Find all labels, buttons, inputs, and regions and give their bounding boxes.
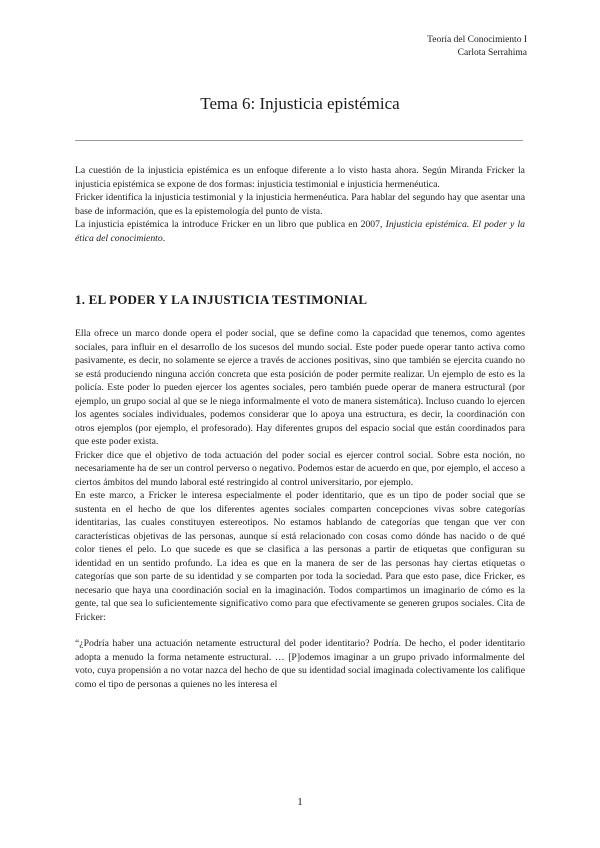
page-header bbox=[427, 34, 527, 60]
intro-text: La injusticia epistémica la introduce Fricker en un libro que publica en 2007, bbox=[75, 219, 383, 230]
intro-paragraph bbox=[75, 218, 525, 245]
body-paragraph: En este marco, a Fricker le interesa especialmente el poder identitario, que es un tipo de poder social que se sustenta en el hecho de que los diferentes agentes sociales comparten concepciones vivas sobre categorías identitarias, las cuales constituyen estereotipos. No estamos hablando de categorías que tengan que ver con características objetivas de las personas, aunque sí está relacionado con cosas como dónde has nacido o de qué color tienes el pelo. Lo que sucede es que se clasifica a las personas a partir de etiquetas que configuran su identidad en un sentido profundo. La idea es que en la manera de ser de las personas hay ciertas etiquetas o categorías que son parte de su identidad y se comparten por toda la sociedad. Para que esto pase, dice Fricker, es necesario que haya una coordinación social en la imaginación. Todos compartimos un imaginario de cómo es la gente, tal que sea lo suficientemente significativo como para que efectivamente se generen grupos sociales. Cita de Fricker: bbox=[75, 490, 525, 623]
author-name: Carlota Serrahima bbox=[457, 48, 527, 58]
body-paragraph: Ella ofrece un marco donde opera el poder social, que se define como la capacidad que tenemos, como agentes sociales, para influir en el desarrollo de los sucesos del mundo social. Este poder puede operar tanto activa como pasivamente, es decir, no solamente se ejerce a través de acciones positivas, sino que también se ejercita cuando no se está produciendo ninguna acción concreta que esta posición de poder permite realizar. Un ejemplo de esto es la policía. Este poder lo pueden ejercer los agentes sociales, pero también puede operar de manera estructural (por ejemplo, un grupo social al que se le niega informalmente el voto de manera sistemática). Incluso cuando lo ejercen los agentes sociales individuales, podemos considerar que lo apoya una estructura, es decir, la coordinación con otros ejemplos (por ejemplo, el profesorado). Hay diferentes grupos del espacio social que están coordinados para que este poder exista. bbox=[75, 328, 525, 447]
course-name: Teoría del Conocimiento I bbox=[427, 35, 527, 45]
document-title: Tema 6: Injusticia epistémica bbox=[200, 94, 400, 113]
section-heading: 1. EL PODER Y LA INJUSTICIA TESTIMONIAL bbox=[75, 292, 368, 307]
intro-section bbox=[75, 164, 525, 245]
intro-paragraph: La cuestión de la injusticia epistémica es un enfoque diferente a lo visto hasta ahora. Según Miranda Fricker la injusticia epistémica se expone de dos formas: injusticia testimonial e injusticia hermenéutica. bbox=[75, 165, 525, 190]
body-paragraph: Fricker dice que el objetivo de toda actuación del poder social es ejercer control social. Sobre esta noción, no necesariamente ha de ser un control perverso o negativo. Podemos estar de acuerdo en que, por ejemplo, el acceso a ciertos ámbitos del mundo laboral esté restringido al control universitario, por ejemplo. bbox=[75, 449, 525, 488]
section-body bbox=[75, 327, 525, 691]
book-title: Injusticia epistémica. El poder y la ética del conocimiento bbox=[75, 219, 525, 244]
title-divider bbox=[75, 140, 523, 141]
intro-paragraph: Fricker identifica la injusticia testimonial y la injusticia hermenéutica. Para hablar del segundo hay que asentar una base de información, que es la epistemología del punto de vista. bbox=[75, 192, 525, 217]
page-number: 1 bbox=[297, 796, 303, 808]
quote-paragraph: “¿Podría haber una actuación netamente estructural del poder identitario? Podría. De hecho, el poder identitario adopta a menudo la forma netamente estructural. … [P]odemos imaginar a un grupo privado informalmente del voto, cuya propensión a no votar nazca del hecho de que su identidad social imaginada colectivamente los califique como el tipo de personas a quienes no les interesa el bbox=[75, 638, 525, 690]
intro-end: . bbox=[162, 232, 166, 244]
